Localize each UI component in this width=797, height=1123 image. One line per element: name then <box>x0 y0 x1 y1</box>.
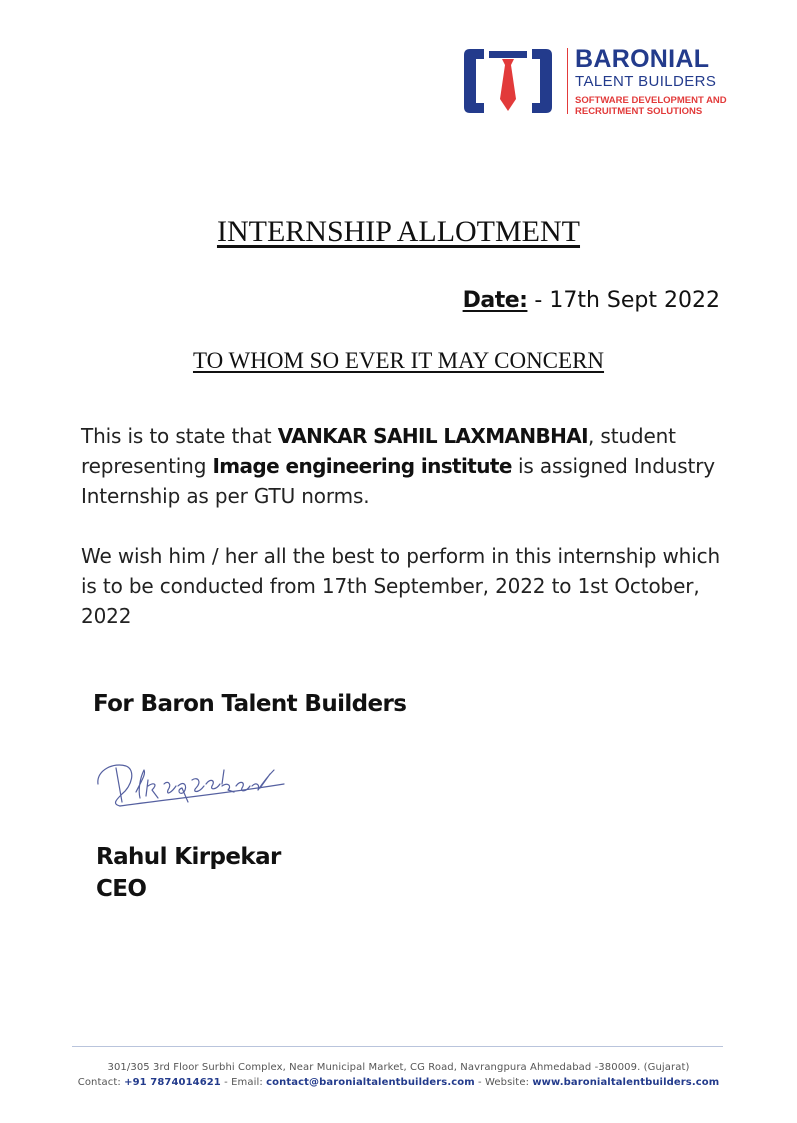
logo-company-name: BARONIAL <box>575 45 710 73</box>
footer-email-label: - Email: <box>220 1077 267 1088</box>
p1-end: is assigned Industry Internship as per GTU norms. <box>81 454 715 508</box>
signer-role: CEO <box>96 876 147 902</box>
p1-intro: This is to state that <box>81 424 278 448</box>
footer-website-label: - Website: <box>474 1077 533 1088</box>
document-date <box>463 286 720 316</box>
document-title: INTERNSHIP ALLOTMENT <box>216 215 581 248</box>
handwritten-signature <box>92 740 292 814</box>
logo-tagline <box>575 95 727 117</box>
logo-tagline-line2: RECRUITMENT SOLUTIONS <box>575 106 703 117</box>
institute-name: Image engineering institute <box>212 454 512 478</box>
baronial-logo-icon <box>462 45 554 117</box>
logo-company-subtitle: TALENT BUILDERS <box>575 73 717 90</box>
sign-off-line: For Baron Talent Builders <box>93 691 407 717</box>
salutation-heading: TO WHOM SO EVER IT MAY CONCERN <box>192 348 605 373</box>
body-paragraph-1 <box>81 421 741 511</box>
signer-name: Rahul Kirpekar <box>96 844 281 870</box>
footer-address: 301/305 3rd Floor Surbhi Complex, Near Municipal Market, CG Road, Navrangpura Ahmedabad -380009. (Gujarat) <box>107 1062 690 1073</box>
logo-tagline-line1: SOFTWARE DEVELOPMENT AND <box>575 95 727 106</box>
footer-divider <box>72 1046 723 1047</box>
student-name: VANKAR SAHIL LAXMANBHAI <box>277 424 589 448</box>
p1-mid: , student representing <box>81 424 676 478</box>
logo-divider <box>567 48 568 114</box>
date-value: - 17th Sept 2022 <box>527 288 720 313</box>
body-paragraph-2: We wish him / her all the best to perform in this internship which is to be conducted from 17th September, 2022 to 1st October, 2022 <box>81 544 720 628</box>
footer-email-link[interactable]: contact@baronialtalentbuilders.com <box>266 1077 475 1088</box>
footer-contact-label: Contact: <box>77 1077 125 1088</box>
date-label: Date: <box>462 288 528 313</box>
footer-website-link[interactable]: www.baronialtalentbuilders.com <box>532 1077 720 1088</box>
company-logo <box>462 45 762 117</box>
footer-phone[interactable]: +91 7874014621 <box>124 1077 221 1088</box>
footer-contact <box>0 1076 797 1090</box>
